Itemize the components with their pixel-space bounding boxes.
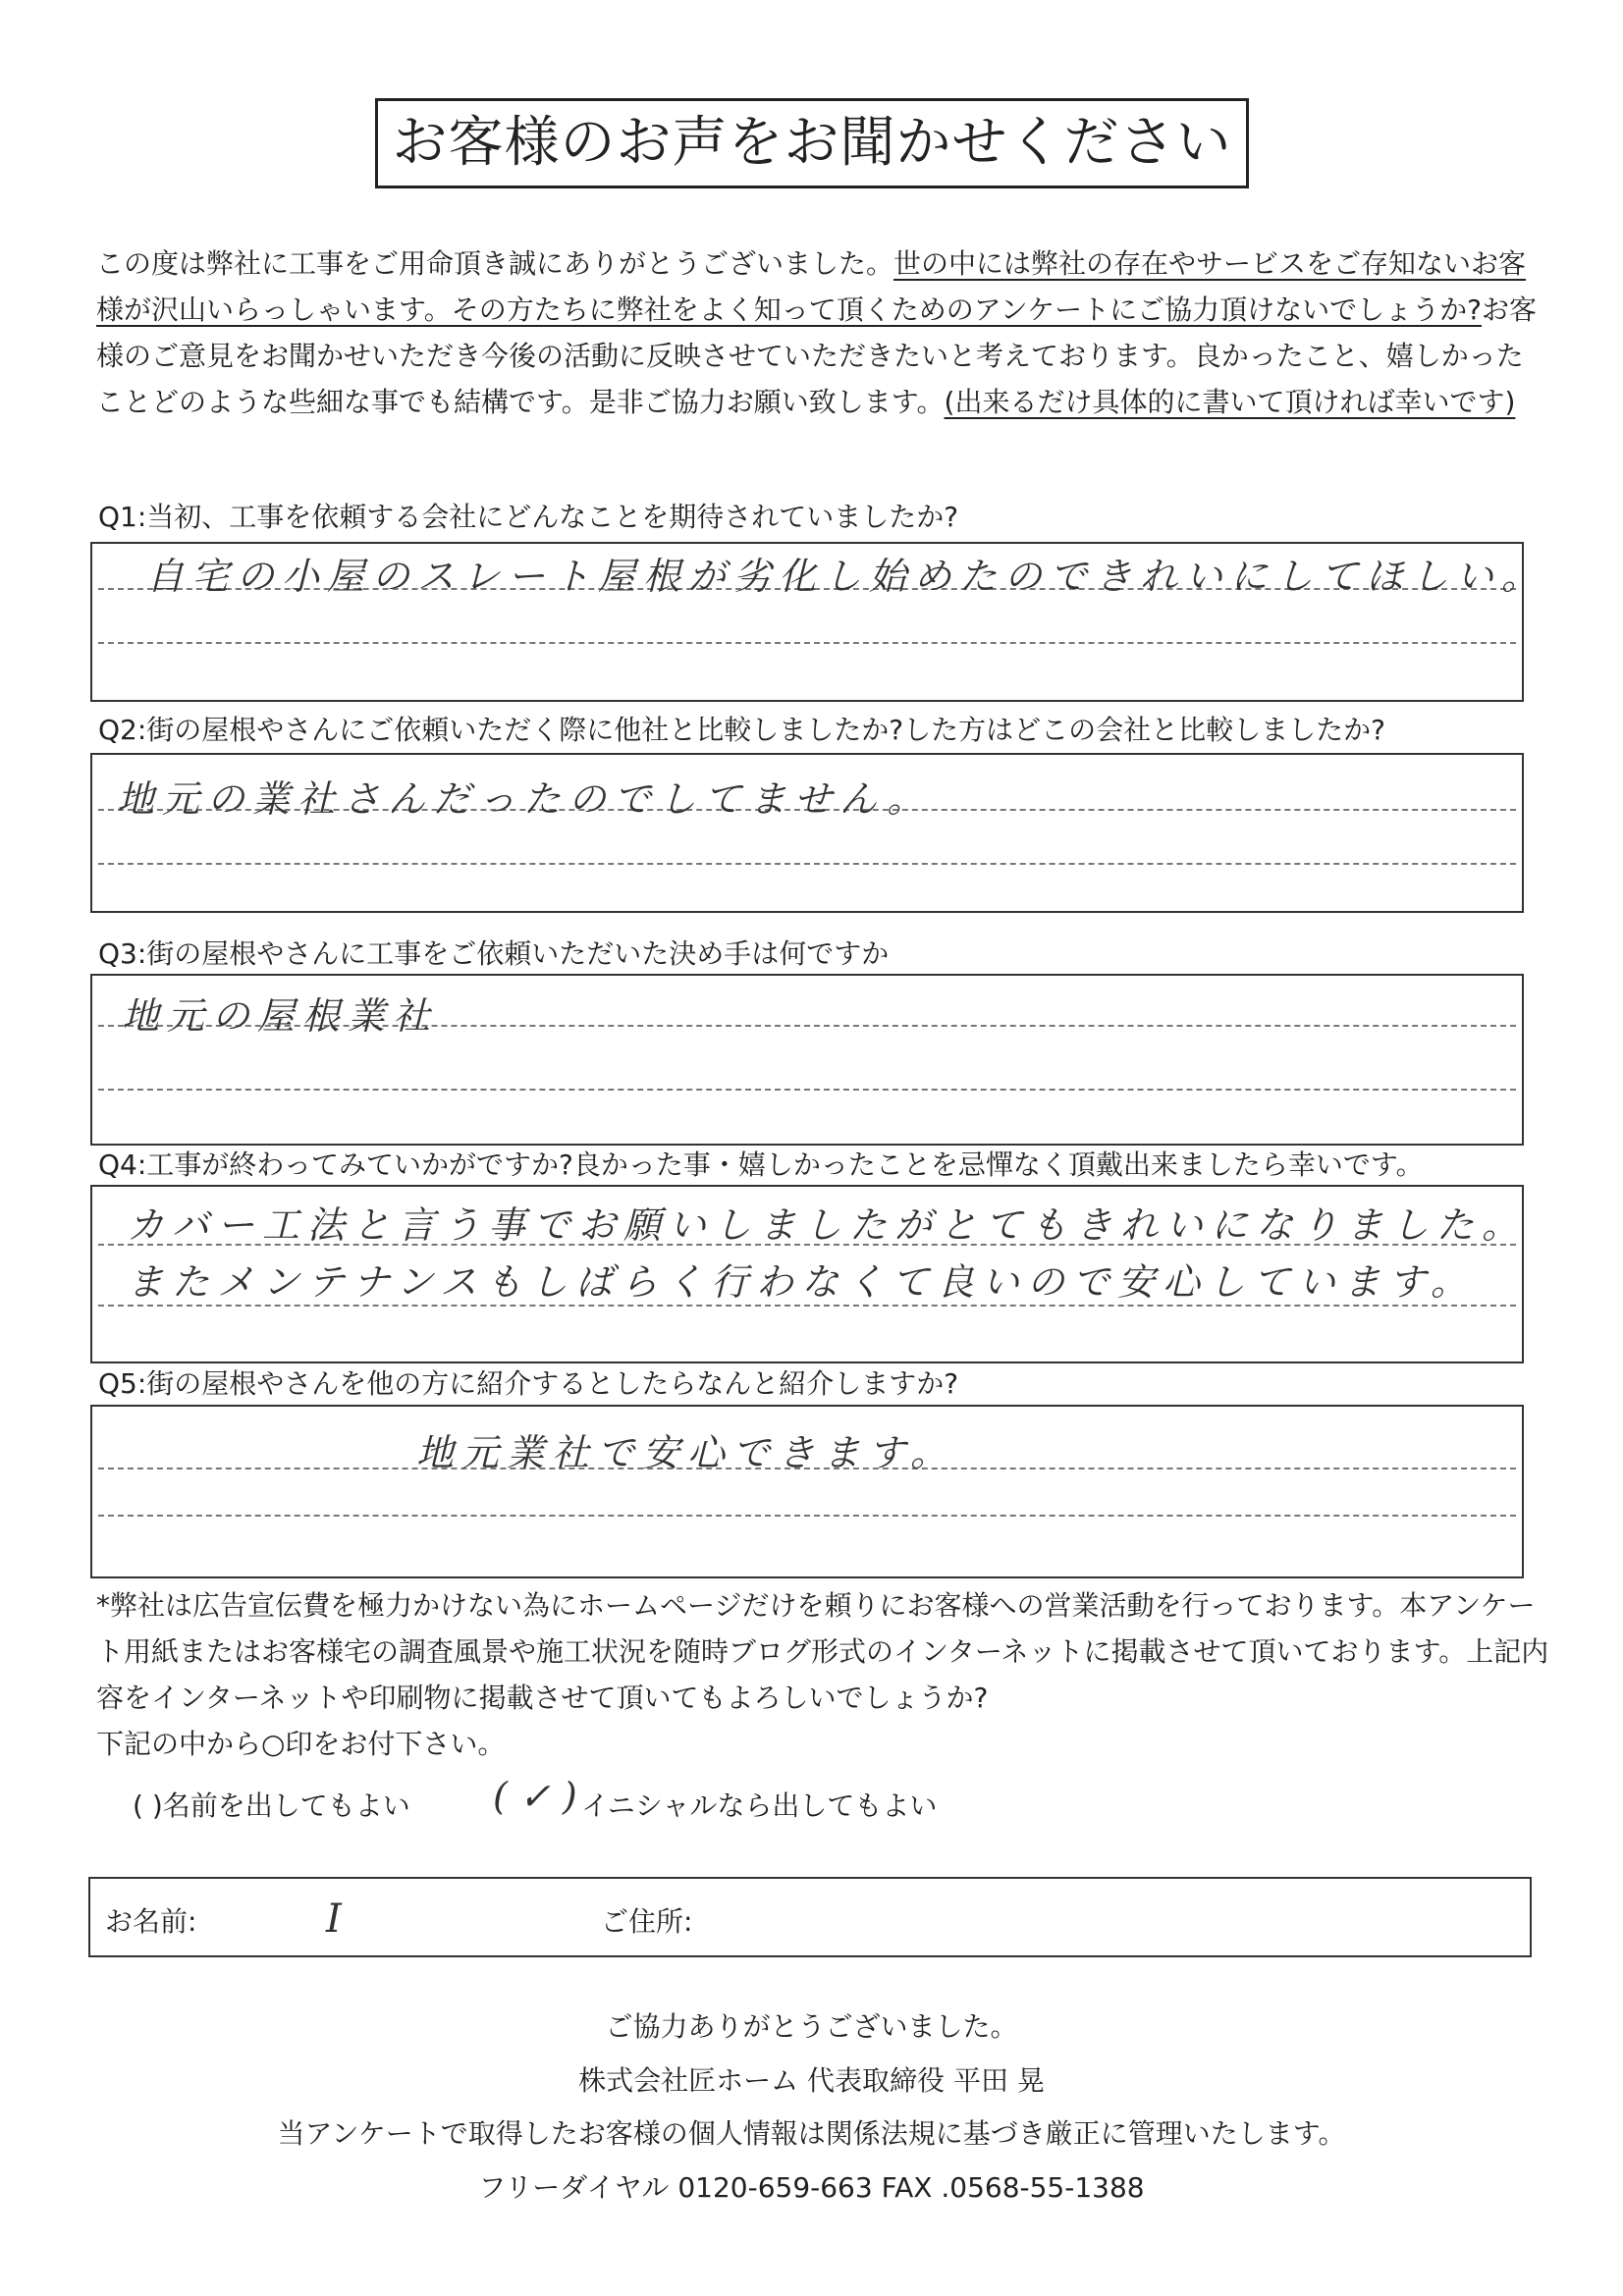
option-initial-checkmark: ( ✓ ) — [493, 1775, 577, 1818]
publish-note-text: *弊社は広告宣伝費を極力かけない為にホームページだけを頼りにお客様への営業活動を行っております。本アンケート用紙またはお客様宅の調査風景や施工状況を随時ブログ形式のインターネットに掲載させて頂いております。上記内容をインターネットや印刷物に掲載させて頂いてもよろしいでしょうか? — [96, 1589, 1549, 1714]
question-2-answer-box[interactable] — [90, 753, 1524, 913]
publish-note — [96, 1582, 1549, 1767]
dashed-line — [98, 1089, 1516, 1091]
question-1-answer-box[interactable] — [90, 542, 1547, 702]
name-address-box[interactable] — [88, 1877, 1532, 1957]
name-value: I — [326, 1896, 350, 1942]
dashed-line — [98, 863, 1516, 865]
intro-text-2: お客様のご意見をお聞かせいただき今後の活動に反映させていただきたいと考えております。良かったこと、嬉しかったことどのような些細な事でも結構です。是非ご協力お願い致します。 — [96, 294, 1537, 418]
name-label: お名前: — [105, 1905, 197, 1938]
question-1-label: Q1:当初、工事を依頼する会社にどんなことを期待されていましたか? — [98, 501, 959, 533]
question-3-label: Q3:街の屋根やさんに工事をご依頼いただいた決め手は何ですか — [98, 937, 890, 970]
question-4-label: Q4:工事が終わってみていかがですか?良かった事・嬉しかったことを忌憚なく頂戴出来ましたら幸いです。 — [98, 1148, 1424, 1181]
footer-contact: フリーダイヤル 0120-659-663 FAX .0568-55-1388 — [478, 2171, 1145, 2204]
page-title: お客様のお声をお聞かせください — [375, 98, 1249, 188]
dashed-line — [98, 1515, 1516, 1517]
question-2-answer-line-1: 地元の業社さんだったのでしてません。 — [117, 777, 933, 821]
question-3-answer-box[interactable] — [90, 974, 1524, 1146]
option-initial-mark[interactable] — [493, 1775, 577, 1818]
question-2-label: Q2:街の屋根やさんにご依頼いただく際に他社と比較しましたか?した方はどこの会社と比較しましたか? — [98, 714, 1386, 746]
intro-underlined-text: 世の中には弊社の存在やサービスをご存知ないお客様が沢山いらっしゃいます。その方たちに弊社をよく知って頂くためのアンケートにご協力頂けないでしょうか? — [96, 247, 1527, 326]
question-4-answer-line-1: カバー工法と言う事でお願いしましたがとてもきれいになりました。 — [127, 1203, 1528, 1247]
footer-privacy: 当アンケートで取得したお客様の個人情報は関係法規に基づき厳正に管理いたします。 — [277, 2117, 1346, 2150]
question-4-answer-line-2: またメンテナンスもしばらく行わなくて良いので安心しています。 — [127, 1260, 1476, 1304]
question-4-answer-box[interactable] — [90, 1185, 1528, 1363]
dashed-line — [98, 642, 1516, 644]
intro-underlined-request: (出来るだけ具体的に書いて頂ければ幸いです) — [944, 386, 1516, 418]
footer-thanks: ご協力ありがとうございました。 — [605, 2010, 1018, 2043]
footer-company: 株式会社匠ホーム 代表取締役 平田 晃 — [578, 2064, 1045, 2097]
option-initial-ok[interactable]: イニシャルなら出してもよい — [581, 1789, 938, 1822]
intro-text: この度は弊社に工事をご用命頂き誠にありがとうございました。 — [96, 247, 894, 280]
question-5-answer-line-1: 地元業社で安心できます。 — [416, 1431, 955, 1474]
option-name-ok[interactable]: ( )名前を出してもよい — [133, 1789, 410, 1822]
address-label: ご住所: — [601, 1905, 693, 1938]
question-1-answer-line-1: 自宅の小屋のスレート屋根が劣化し始めたのできれいにしてほしい。 — [146, 555, 1547, 598]
question-5-label: Q5:街の屋根やさんを他の方に紹介するとしたらなんと紹介しますか? — [98, 1367, 959, 1400]
publish-instruction: 下記の中から○印をお付下さい。 — [96, 1728, 506, 1760]
question-5-answer-box[interactable] — [90, 1405, 1524, 1578]
intro-paragraph — [96, 240, 1549, 425]
question-3-answer-line-1: 地元の屋根業社 — [122, 994, 439, 1038]
